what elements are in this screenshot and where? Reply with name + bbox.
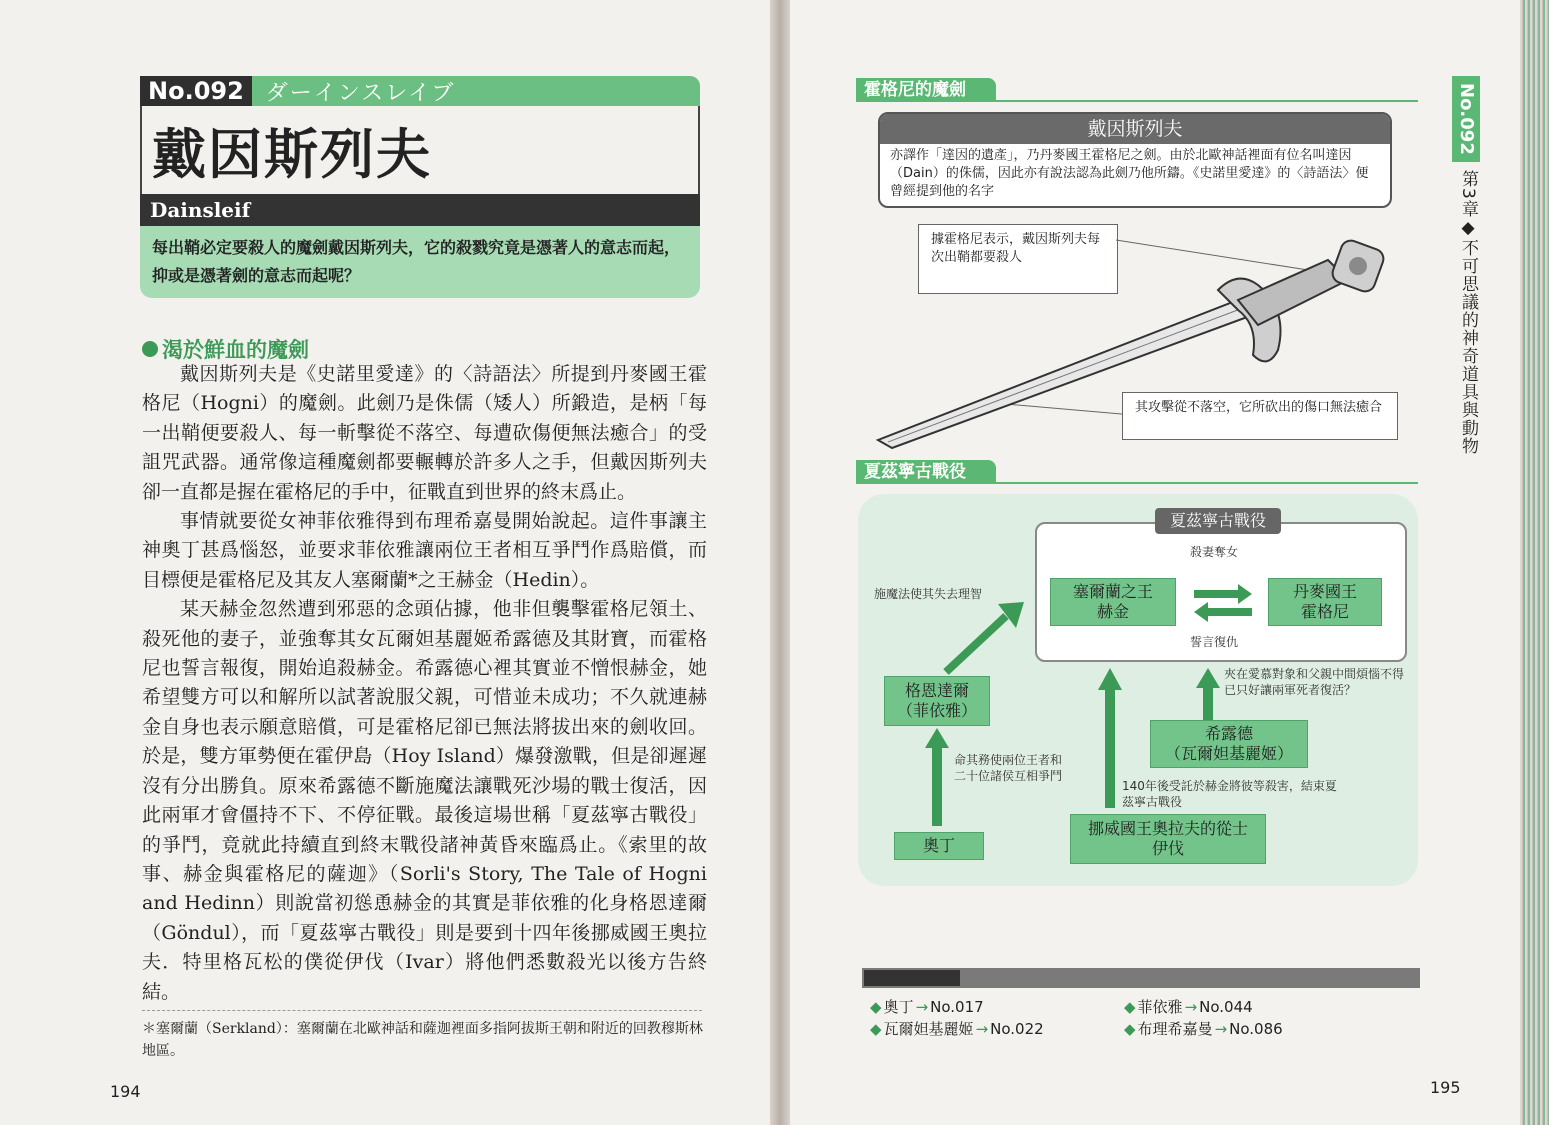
paragraph: 戴因斯列夫是《史諾里愛達》的〈詩語法〉所提到丹麥國王霍格尼（Hogni）的魔劍。此劍乃是侏儒（矮人）所鍛造，是柄「每一出鞘便要殺人、每一斬擊從不落空、每遭砍傷便無法癒合」的受詛咒武器。通常像這種魔劍都要輾轉於許多人之手，但戴因斯列夫卻一直都是握在霍格尼的手中，征戰直到世界的終末爲止。 xyxy=(142,363,707,503)
diamond-icon: ◆ xyxy=(870,1019,882,1038)
section-bar-sword: 霍格尼的魔劍 xyxy=(856,78,996,102)
label-magic: 施魔法使其失去理智 xyxy=(874,587,983,601)
section-bar-battle: 夏茲寧古戰役 xyxy=(856,460,996,484)
body-text xyxy=(142,360,707,1007)
section-rule xyxy=(856,482,1418,484)
diamond-icon: ◆ xyxy=(1124,997,1136,1016)
exchange-arrows-icon xyxy=(1190,582,1256,622)
chapter-title: 第3章◆不可思議的神奇道具與動物 xyxy=(1458,170,1478,455)
related-name: 菲依雅 xyxy=(1137,998,1183,1016)
arrow-up-gondul-icon xyxy=(925,728,949,828)
related-name: 瓦爾妲基麗姬 xyxy=(883,1020,974,1038)
arrow-icon: → xyxy=(1214,1019,1228,1038)
related-item[interactable] xyxy=(870,996,984,1017)
footnote-divider xyxy=(142,1010,702,1011)
related-name: 布理希嘉曼 xyxy=(1137,1020,1213,1038)
related-number: No.086 xyxy=(1229,1019,1283,1038)
section-heading-text: 渴於鮮血的魔劍 xyxy=(162,338,309,362)
title-box xyxy=(140,106,700,194)
callout-sword-kills: 據霍格尼表示，戴因斯列夫每次出鞘都要殺人 xyxy=(918,224,1118,294)
arrow-icon: → xyxy=(915,997,929,1016)
header-bar xyxy=(140,76,700,106)
related-number: No.022 xyxy=(990,1019,1044,1038)
lead-summary: 每出鞘必定要殺人的魔劍戴因斯列夫，它的殺戮究竟是憑著人的意志而起，抑或是憑著劍的意志而起呢？ xyxy=(140,226,700,298)
arrow-to-hedin-icon xyxy=(938,600,1028,680)
entry-title: 戴因斯列夫 xyxy=(152,122,432,186)
diagram-title: 夏茲寧古戰役 xyxy=(1155,508,1281,534)
related-label-block xyxy=(864,970,960,986)
related-item[interactable] xyxy=(870,1018,1044,1039)
node-hedin: 塞爾蘭之王 赫金 xyxy=(1050,578,1176,626)
node-odin: 奧丁 xyxy=(894,832,984,860)
entry-header xyxy=(140,76,700,298)
arrow-up-hild-icon xyxy=(1196,668,1220,720)
arrow-up-ivar-icon xyxy=(1098,668,1122,808)
english-name: Dainsleif xyxy=(140,194,700,226)
node-ivar: 挪威國王奧拉夫的從士 伊伐 xyxy=(1070,814,1266,864)
page-number-right: 195 xyxy=(1430,1078,1461,1097)
node-hild: 希露德 （瓦爾妲基麗姬） xyxy=(1150,720,1308,768)
paragraph: 事情就要從女神菲依雅得到布理希嘉曼開始說起。這件事讓主神奧丁甚爲惱怒，並要求菲依雅讓兩位王者相互爭鬥作爲賠償，而目標便是霍格尼及其友人塞爾蘭*之王赫金（Hedin）。 xyxy=(142,510,707,591)
label-ivar-note: 140年後受託於赫金將彼等殺害，結束夏茲寧古戰役 xyxy=(1122,779,1337,809)
label-hild-note: 夾在愛慕對象和父親中間煩惱不得已只好讓兩軍死者復活？ xyxy=(1224,667,1405,697)
related-number: No.017 xyxy=(930,997,984,1016)
related-item[interactable] xyxy=(1124,996,1253,1017)
related-number: No.044 xyxy=(1199,997,1253,1016)
related-item[interactable] xyxy=(1124,1018,1283,1039)
arrow-icon: → xyxy=(1184,997,1198,1016)
callout-never-misses: 其攻擊從不落空，它所砍出的傷口無法癒合 xyxy=(1122,392,1398,440)
related-name: 奧丁 xyxy=(883,998,914,1016)
node-hogni: 丹麥國王 霍格尼 xyxy=(1268,578,1382,626)
node-gondul: 格恩達爾 （菲依雅） xyxy=(884,676,990,726)
bullet-dot-icon xyxy=(142,341,158,357)
paragraph: 某天赫金忽然遭到邪惡的念頭佔據，他非但襲擊霍格尼領土、殺死他的妻子，並強奪其女瓦爾妲基麗姬希露德及其財寶，而霍格尼也誓言報復，開始追殺赫金。希露德心裡其實並不憎恨赫金，她希望雙方可以和解所以試著說服父親，可惜並未成功；不久就連赫金自身也表示願意賠償，可是霍格尼卻已無法將拔出來的劍收回。於是，雙方軍勢便在霍伊島（Hoy Island）爆發激戰，但是卻遲遲沒有分出勝負。原來希露德不斷施魔法讓戰死沙場的戰士復活，因此兩軍才會僵持不下、不停征戰。最後這場世稱「夏茲寧古戰役」的爭鬥，竟就此持續直到終末戰役諸神黃昏來臨爲止。《索里的故事、赫金與霍格尼的薩迦》（Sorli's Story, The Tale of Hogni and Hedinn）則說當初慫恿赫金的其實是菲依雅的化身格恩達爾（Göndul），而「夏茲寧古戰役」則是要到十四年後挪威國王奧拉夫．特里格瓦松的僕從伊伐（Ivar）將他們悉數殺光以後方告終結。 xyxy=(142,598,707,1003)
entry-katakana: ダーインスレイブ xyxy=(265,80,456,106)
label-kidnap: 殺妻奪女 xyxy=(1190,545,1239,559)
section-rule xyxy=(856,100,1418,102)
page-edges xyxy=(1520,0,1549,1125)
definition-text: 亦譯作「達因的遺產」，乃丹麥國王霍格尼之劍。由於北歐神話裡面有位名叫達因（Dain）的侏儒，因此亦有說法認為此劍乃他所鑄。《史諾里愛達》的〈詩語法〉便曾經提到他的名字 xyxy=(890,148,1369,199)
label-vengeance: 誓言復仇 xyxy=(1190,635,1239,649)
definition-title: 戴因斯列夫 xyxy=(880,114,1390,144)
chapter-tab: No.092 xyxy=(1452,76,1480,162)
label-odin-order: 命其務使兩位王者和二十位諸侯互相爭鬥 xyxy=(954,753,1063,783)
definition-box xyxy=(878,112,1392,208)
diamond-icon: ◆ xyxy=(870,997,882,1016)
book-gutter xyxy=(770,0,790,1125)
page-number-left: 194 xyxy=(110,1082,141,1101)
entry-number: No.092 xyxy=(140,76,252,106)
arrow-icon: → xyxy=(975,1019,989,1038)
footnote: ＊塞爾蘭（Serkland）：塞爾蘭在北歐神話和薩迦裡面多指阿拔斯王朝和附近的回教穆斯林地區。 xyxy=(142,1021,703,1059)
diamond-icon: ◆ xyxy=(1124,1019,1136,1038)
